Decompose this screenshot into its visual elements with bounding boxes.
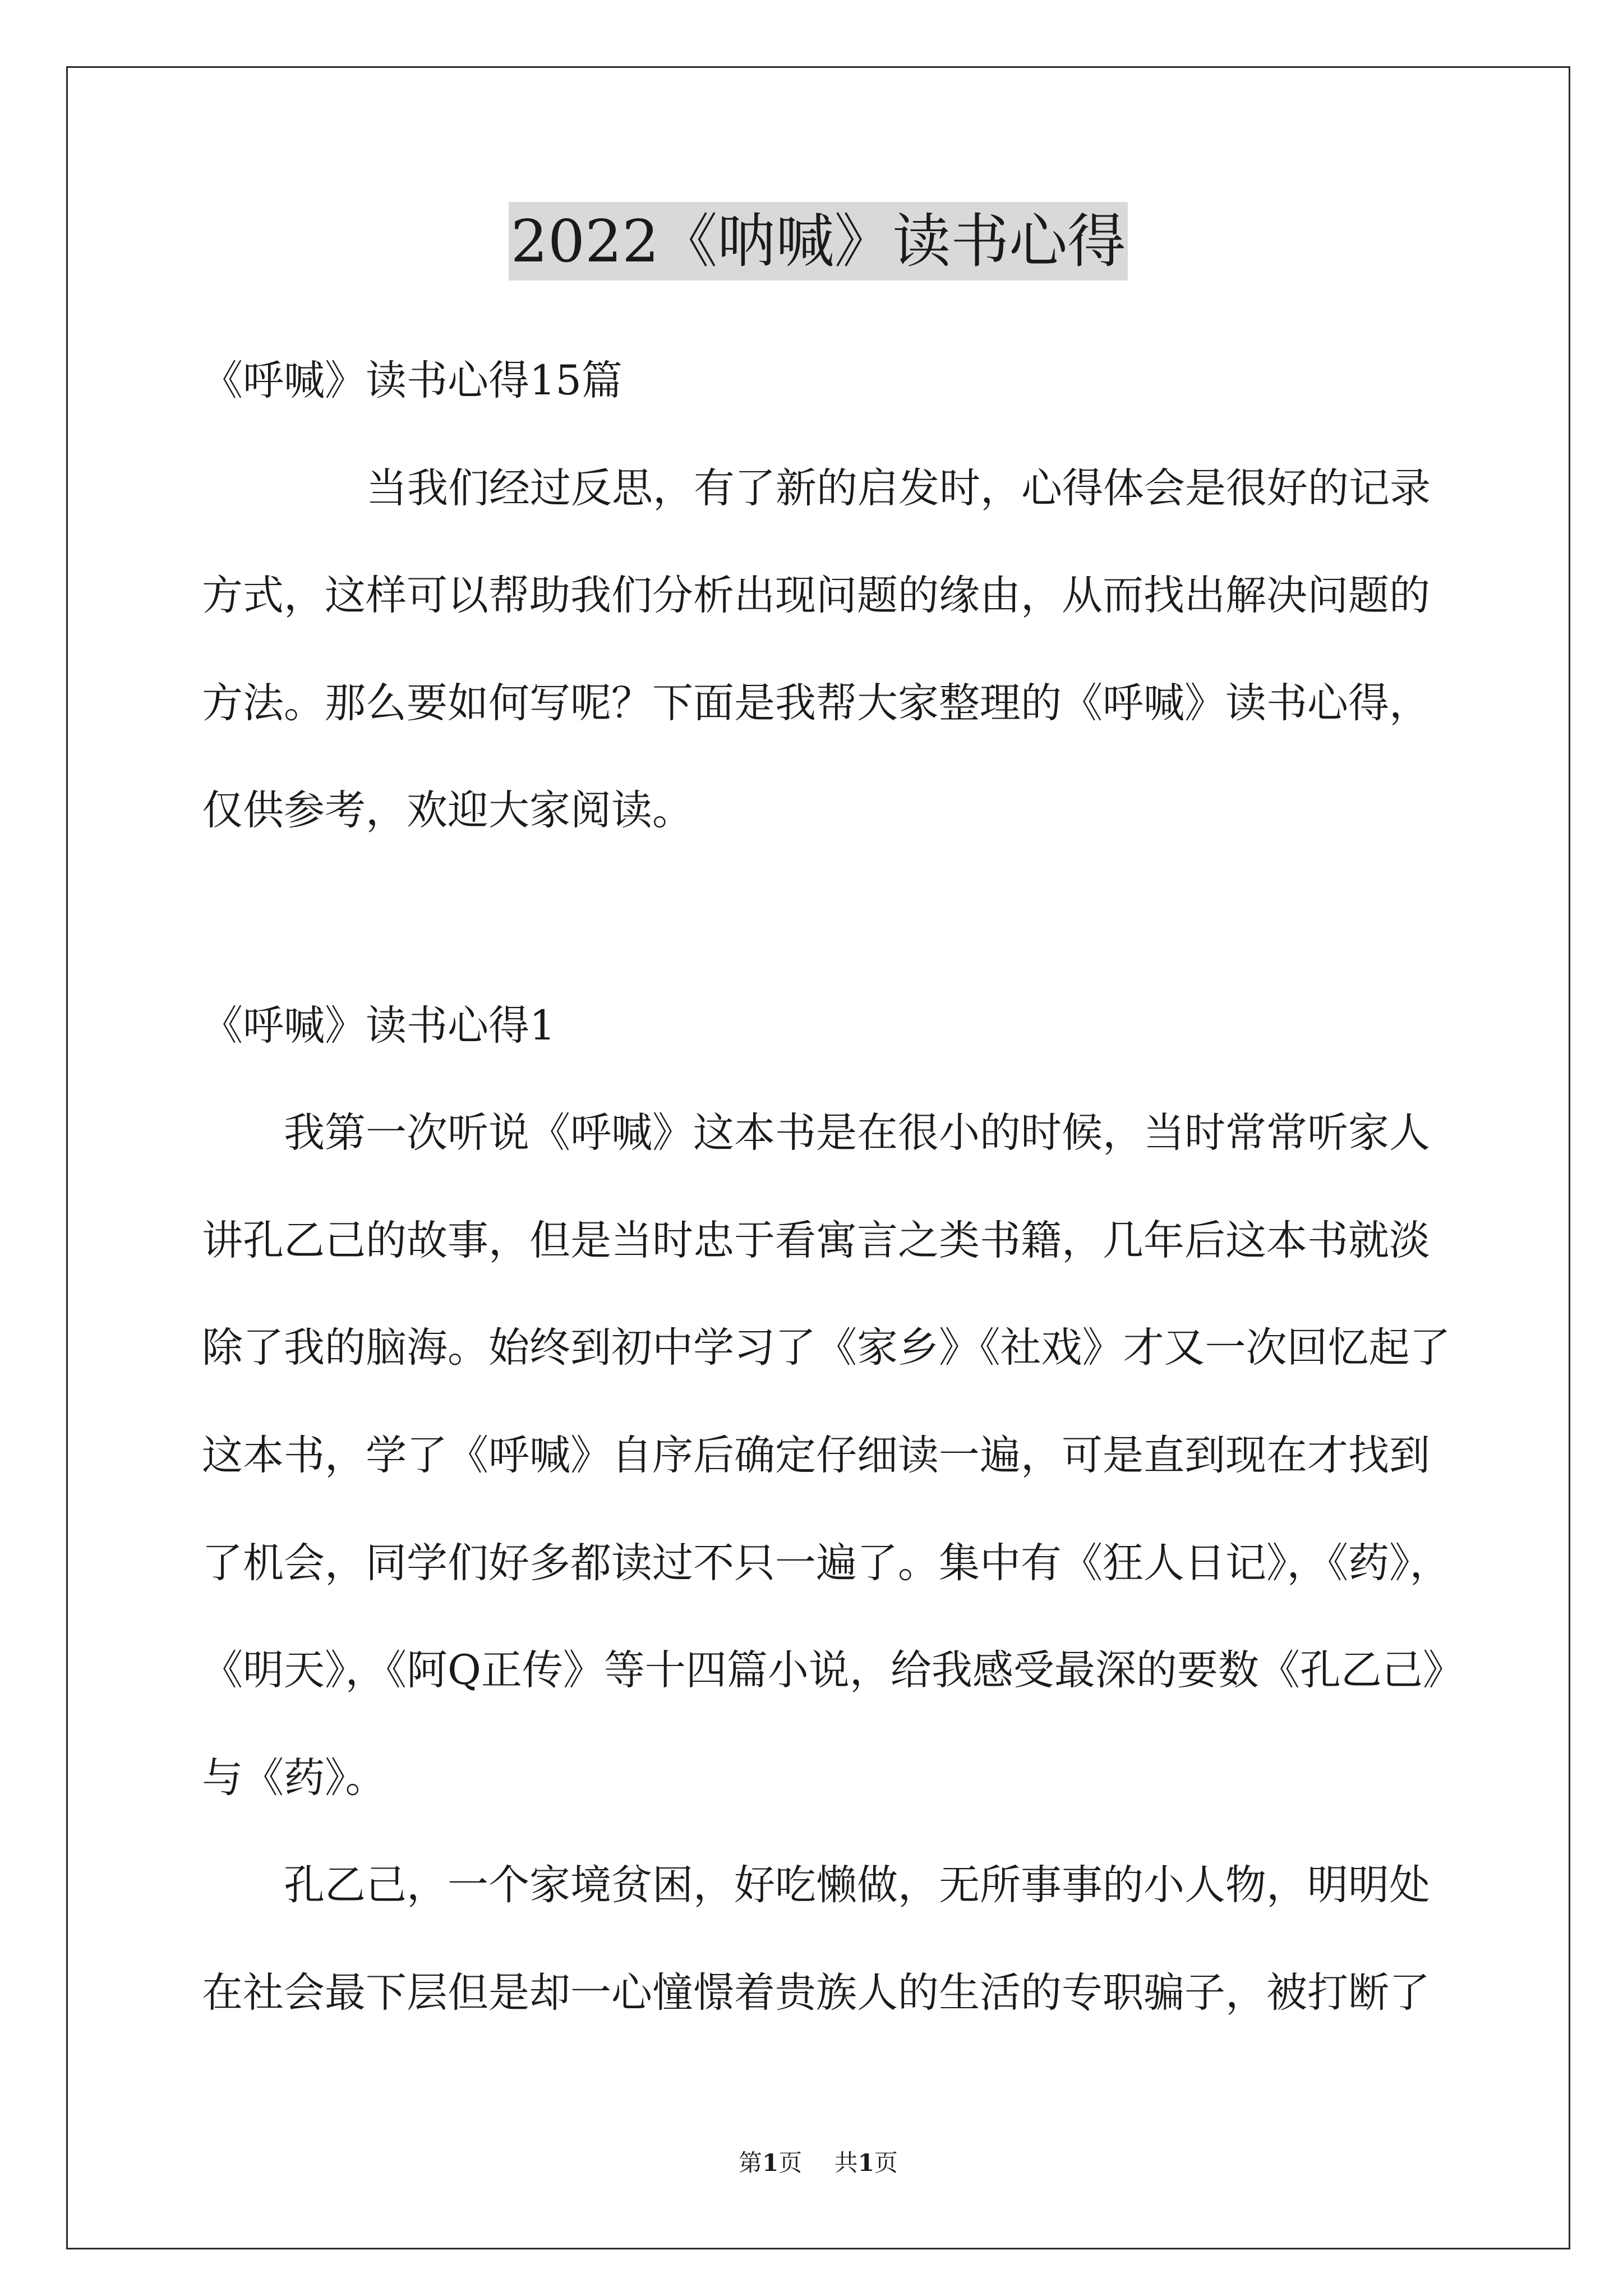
total-prefix: 共 <box>834 2149 858 2177</box>
intro-line: 方法。那么要如何写呢？下面是我帮大家整理的《呼喊》读书心得， <box>202 679 1430 727</box>
page-indicator <box>739 2149 810 2177</box>
document-body <box>202 327 1464 2047</box>
intro-line: 方式，这样可以帮助我们分析出现问题的缘由，从而找出解决问题的 <box>202 572 1430 620</box>
page-prefix: 第 <box>739 2149 763 2177</box>
paragraph-line: 讲孔乙己的故事，但是当时忠于看寓言之类书籍，几年后这本书就淡 <box>202 1216 1430 1264</box>
page-suffix: 页 <box>778 2149 803 2177</box>
document-title: 2022《呐喊》读书心得 <box>509 202 1128 280</box>
collection-heading: 《呼喊》读书心得15篇 <box>202 357 623 404</box>
intro-line: 当我们经过反思，有了新的启发时，心得体会是很好的记录 <box>366 464 1431 512</box>
paragraph-line: 《明天》，《阿Q正传》等十四篇小说，给我感受最深的要数《孔乙己》 <box>202 1646 1464 1695</box>
section-heading: 《呼喊》读书心得1 <box>202 1001 556 1050</box>
total-pages: 1 <box>857 2149 874 2177</box>
paragraph-line: 孔乙己，一个家境贫困，好吃懒做，无所事事的小人物，明明处 <box>284 1861 1430 1910</box>
body-paragraph <box>202 1079 1464 1832</box>
intro-paragraph <box>202 435 1464 864</box>
total-pages-indicator <box>834 2149 898 2177</box>
total-suffix: 页 <box>874 2149 898 2177</box>
intro-line: 仅供参考，欢迎大家阅读。 <box>202 786 693 835</box>
page-footer <box>66 2146 1570 2180</box>
paragraph-line: 在社会最下层但是却一心憧憬着贵族人的生活的专职骗子，被打断了 <box>202 1968 1430 2017</box>
body-paragraph <box>202 1832 1464 2046</box>
page-number: 1 <box>762 2149 779 2177</box>
paragraph-line: 与《药》。 <box>202 1754 386 1802</box>
title-area <box>66 202 1570 280</box>
paragraph-line: 除了我的脑海。始终到初中学习了《家乡》《社戏》才又一次回忆起了 <box>202 1324 1451 1372</box>
paragraph-line: 这本书，学了《呼喊》自序后确定仔细读一遍，可是直到现在才找到 <box>202 1431 1430 1479</box>
paragraph-line: 我第一次听说《呼喊》这本书是在很小的时候，当时常常听家人 <box>284 1109 1430 1157</box>
paragraph-line: 了机会，同学们好多都读过不只一遍了。集中有《狂人日记》，《药》， <box>202 1539 1451 1587</box>
